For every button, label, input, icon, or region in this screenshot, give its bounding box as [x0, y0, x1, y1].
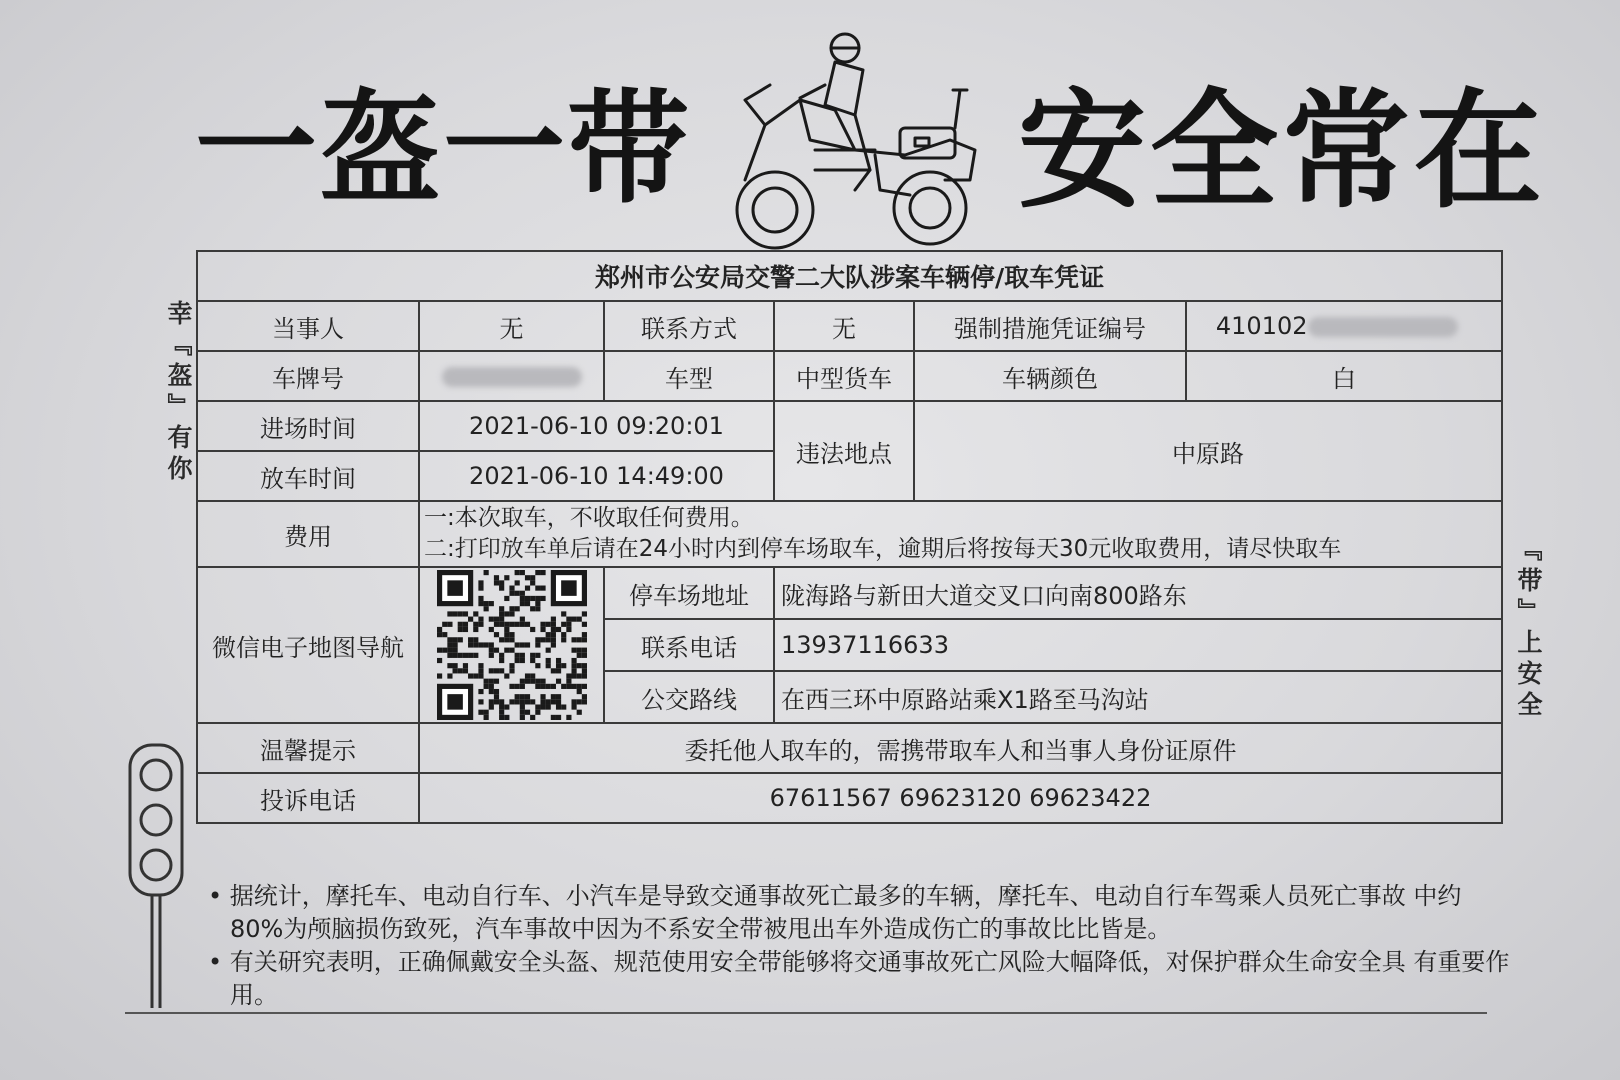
label-vehicle-type: 车型 [604, 351, 774, 401]
cert-no-redacted [1308, 317, 1458, 337]
value-lot-address: 陇海路与新田大道交叉口向南800路东 [774, 567, 1502, 619]
value-vehicle-type: 中型货车 [774, 351, 914, 401]
label-release-time: 放车时间 [197, 451, 419, 501]
banner-slogan-right: 安全常在 [1018, 77, 1547, 226]
label-vehicle-color: 车辆颜色 [914, 351, 1186, 401]
cert-no-prefix: 410102 [1215, 312, 1308, 340]
label-reminder: 温馨提示 [197, 723, 419, 773]
qr-code-icon [437, 570, 587, 720]
value-complaint-numbers: 67611567 69623120 69623422 [419, 773, 1502, 823]
side-slogan-right: 『带』上安全 [1514, 536, 1543, 722]
label-complaint: 投诉电话 [197, 773, 419, 823]
label-wechat-nav: 微信电子地图导航 [197, 567, 419, 723]
motorcycle-police-illustration [705, 30, 1005, 255]
value-fee [419, 501, 1502, 567]
safety-notes [200, 880, 1510, 1012]
label-cert-no: 强制措施凭证编号 [914, 301, 1186, 351]
safety-note-1: • 据统计，摩托车、电动自行车、小汽车是导致交通事故死亡最多的车辆，摩托车、电动自行车驾乘人员死亡事故 中约80%为颅脑损伤致死，汽车事故中因为不系安全带被甩出车外造成伤亡的事故比比皆是。 [208, 882, 1462, 943]
value-violation-place: 中原路 [914, 401, 1502, 501]
label-bus-route: 公交路线 [604, 671, 774, 723]
fee-line-1: 一:本次取车，不收取任何费用。 [424, 505, 754, 531]
traffic-light-illustration [122, 740, 202, 1010]
voucher-title: 郑州市公安局交警二大队涉案车辆停/取车凭证 [197, 251, 1502, 301]
value-bus-route: 在西三环中原路站乘X1路至马沟站 [774, 671, 1502, 723]
label-party: 当事人 [197, 301, 419, 351]
banner-slogan-left: 一盔一带 [195, 78, 691, 220]
value-release-time: 2021-06-10 14:49:00 [419, 451, 774, 501]
label-plate: 车牌号 [197, 351, 419, 401]
label-phone: 联系电话 [604, 619, 774, 671]
label-fee: 费用 [197, 501, 419, 567]
fee-line-2: 二:打印放车单后请在24小时内到停车场取车，逾期后将按每天30元收取费用，请尽快取车 [424, 536, 1342, 562]
wechat-map-qr-code[interactable] [419, 567, 604, 723]
label-lot-address: 停车场地址 [604, 567, 774, 619]
value-plate-redacted [419, 351, 604, 401]
value-entry-time: 2021-06-10 09:20:01 [419, 401, 774, 451]
value-cert-no [1186, 301, 1502, 351]
vehicle-voucher-table [196, 250, 1503, 824]
bottom-divider [125, 1012, 1487, 1014]
value-contact: 无 [774, 301, 914, 351]
value-reminder: 委托他人取车的，需携带取车人和当事人身份证原件 [419, 723, 1502, 773]
value-vehicle-color: 白 [1186, 351, 1502, 401]
value-phone: 13937116633 [774, 619, 1502, 671]
label-contact: 联系方式 [604, 301, 774, 351]
value-party: 无 [419, 301, 604, 351]
safety-note-2: • 有关研究表明，正确佩戴安全头盔、规范使用安全带能够将交通事故死亡风险大幅降低，对保护群众生命安全具 有重要作用。 [208, 948, 1510, 1009]
label-entry-time: 进场时间 [197, 401, 419, 451]
side-slogan-left: 幸『盔』有你 [164, 300, 193, 486]
label-violation-place: 违法地点 [774, 401, 914, 501]
